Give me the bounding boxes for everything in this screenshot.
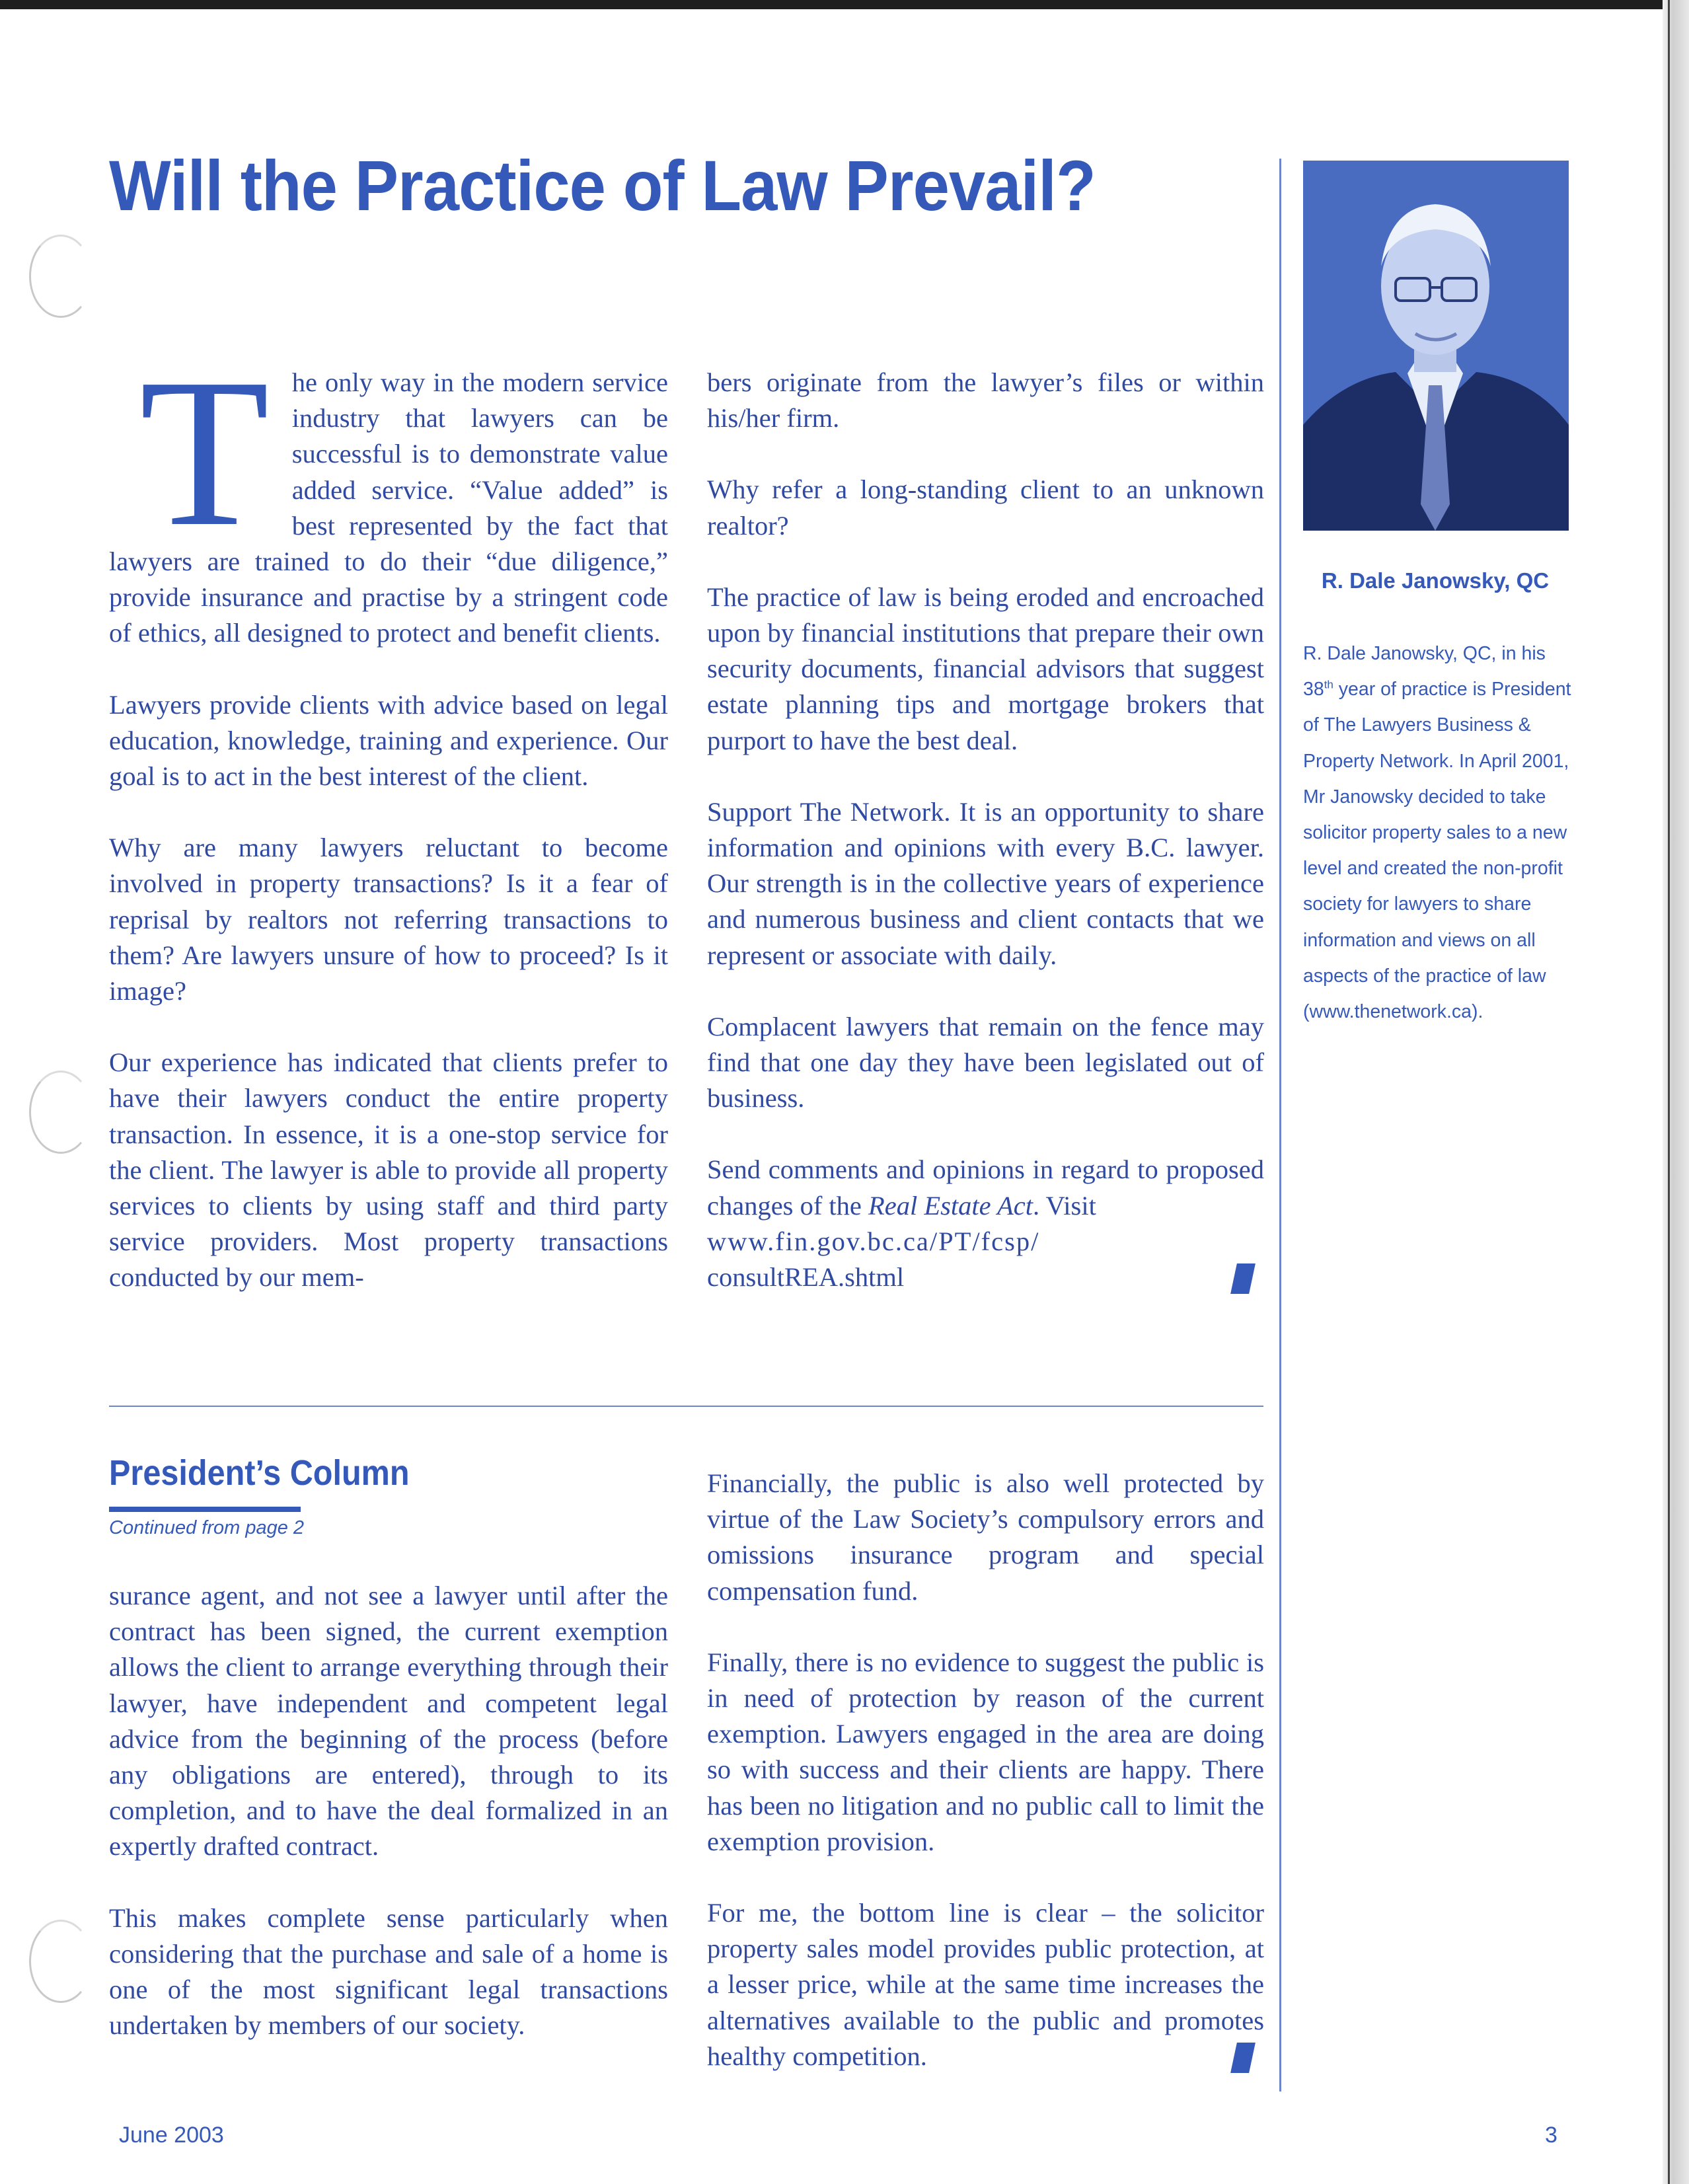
author-name: R. Dale Janowsky, QC [1321,568,1550,593]
article-title: Will the Practice of Law Prevail? [109,145,1096,225]
continued-from-note: Continued from page 2 [109,1517,305,1538]
article-paragraph: Why are many lawyers reluctant to become involved in property transactions? Is it a fear of reprisal by realtors not referring transactions to them? Are lawyers unsure of how to proceed? Is it image? [109,833,668,1006]
issue-date: June 2003 [119,2123,224,2148]
article-right-column [707,365,1264,1295]
column-paragraph: For me, the bottom line is clear – the solicitor property sales model provides public protection, at a lesser price, while at the same time increases the alternatives available to the public and promotes healthy competition. [707,1895,1264,2074]
column-paragraph: Financially, the public is also well protected by virtue of the Law Society’s compulsory errors and omissions insurance program and special compensation fund. [707,1468,1264,1606]
section-divider [109,1406,1263,1407]
scan-top-edge [0,0,1689,9]
punch-hole [29,1071,93,1154]
article-url[interactable]: www.fin.gov.bc.ca/PT/fcsp/ [707,1226,1040,1256]
article-paragraph: The only way in the modern service industry that lawyers can be successful is to demonstrate value added service. “Value added” is best represented by the fact that lawyers are trained to do their “due diligence,” provide insurance and practise by a stringent code of ethics, all designed to protect and benefit clients. [109,334,668,648]
article-paragraph: bers originate from the lawyer’s files or within his/her firm. [707,367,1264,433]
author-bio: R. Dale Janowsky, QC, in his 38th year of practice is President of The Lawyers Business & Property Network. In April 2001, Mr Janowsky decided to take solicitor property sales to a new level and created the non-profit society for lawyers to share information and views on all aspects of the practice of law (www.thenetwork.ca). [1303,643,1571,1023]
end-of-column-mark [1230,2043,1256,2073]
author-photo [1303,161,1569,531]
presidents-column-title: President’s Column [109,1453,410,1493]
article-paragraph: Complacent lawyers that remain on the fence may find that one day they have been legislated out of business. [707,1011,1264,1113]
article-left-column [109,334,668,1296]
scan-binding-edge [1663,0,1689,2184]
article-url-continued[interactable]: consultREA.shtml [707,1262,905,1293]
end-of-article-mark [1230,1263,1256,1294]
column-paragraph: This makes complete sense particularly when considering that the purchase and sale of a home is one of the most significant legal transactions undertaken by members of our society. [109,1902,668,2041]
presidents-left-column [109,1578,668,2043]
drop-cap: T [139,334,270,570]
page-number: 3 [1545,2123,1558,2148]
article-paragraph: Lawyers provide clients with advice based on legal education, knowledge, training and experience. Our goal is to act in the best interest of the client. [109,689,668,792]
article-paragraph: The practice of law is being eroded and encroached upon by financial institutions that prepare their own security documents, financial advisors that suggest estate planning tips and mortgage brokers that purport to have the best deal. [707,582,1264,755]
title-underline [109,1507,301,1512]
punch-hole [29,235,93,318]
punch-hole [29,1920,93,2003]
presidents-right-column [707,1466,1264,2074]
article-paragraph: Support The Network. It is an opportunity to share information and opinions with every B.C. lawyer. Our strength is in the collective years of experience and numerous business and client contacts that we represent or associate with daily. [707,796,1264,970]
article-paragraph: Our experience has indicated that clients prefer to have their lawyers conduct the entire property transaction. In essence, it is a one-stop service for the client. The lawyer is able to provide all property services to clients by using staff and third party service providers. Most property transactions conducted by our mem- [109,1047,668,1293]
article-paragraph: Why refer a long-standing client to an unknown realtor? [707,474,1264,541]
column-paragraph: surance agent, and not see a lawyer until after the contract has been signed, the current exemption allows the client to arrange everything through their lawyer, have independent and competent legal advice from the beginning of the process (before any obligations are entered), through to its completion, and to have the deal formalized in an expertly drafted contract. [109,1581,668,1862]
column-paragraph: Finally, there is no evidence to suggest the public is in need of protection by reason of the current exemption. Lawyers engaged in the area are doing so with success and their clients are happy. There has been no litigation and no public call to limit the exemption provision. [707,1647,1264,1856]
article-closing-paragraph: Send comments and opinions in regard to proposed changes of the Real Estate Act. Visit www.fin.gov.bc.ca/PT/fcsp/ consultREA.shtml [707,1152,1264,1295]
column-divider [1279,159,1281,2091]
